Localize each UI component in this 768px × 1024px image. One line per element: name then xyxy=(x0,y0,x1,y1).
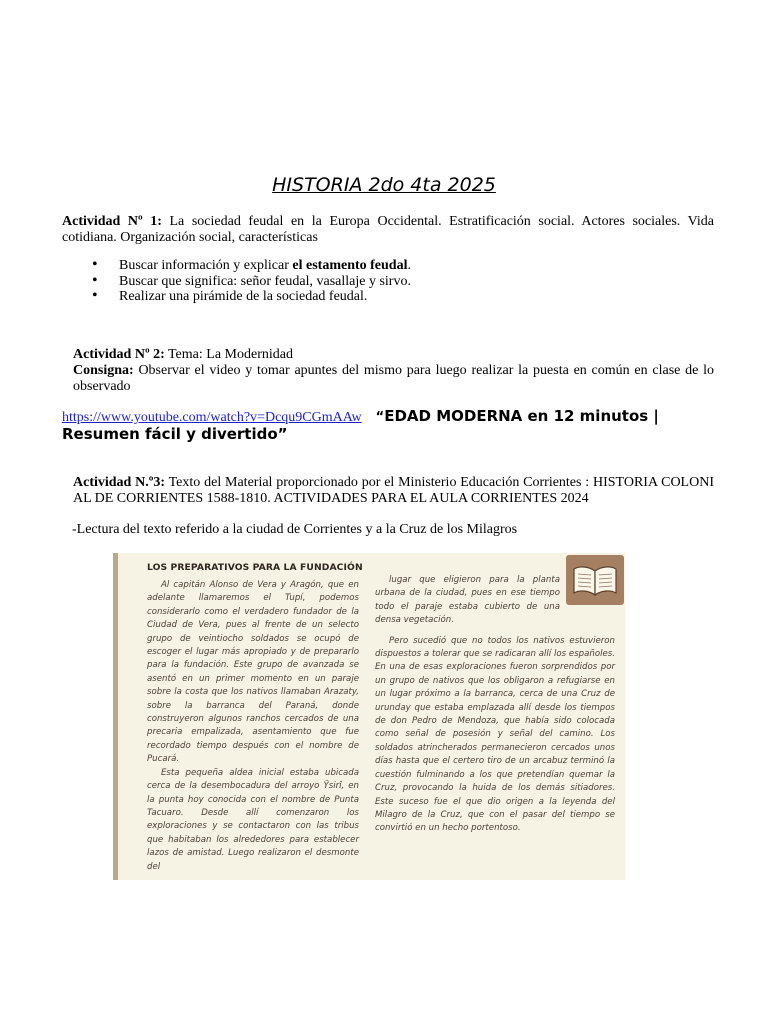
activity-1-task-list xyxy=(92,258,712,305)
video-reference xyxy=(62,408,722,444)
activity-1-paragraph xyxy=(62,214,714,246)
task-text: Buscar que significa: señor feudal, vasallaje y sirvo. xyxy=(119,273,411,289)
excerpt-left-column xyxy=(147,579,359,874)
excerpt-paragraph: lugar que eligieron para la planta urbana de la ciudad, pues en ese tiempo todo el paraje estaba cubierto de una densa vegetación. xyxy=(375,575,560,626)
task-text: Realizar una pirámide de la sociedad feudal. xyxy=(119,289,368,304)
task-text-end: . xyxy=(407,258,411,273)
excerpt-right-column xyxy=(375,574,615,836)
activity-2-topic-line xyxy=(73,347,714,363)
activity-2-topic: Tema: La Modernidad xyxy=(164,347,293,362)
activity-2-label: Actividad Nº 2: xyxy=(73,347,165,362)
activity-3-paragraph xyxy=(73,475,714,507)
textbook-excerpt-image xyxy=(113,553,625,880)
activity-1-text: La sociedad feudal en la Europa Occidental. Estratificación social. Actores sociales. Vida cotidiana. Organización social, características xyxy=(62,214,715,245)
page-title: HISTORIA 2do 4ta 2025 xyxy=(272,174,496,196)
open-book-icon xyxy=(566,555,624,605)
task-item xyxy=(92,289,712,305)
activity-2-block xyxy=(73,347,714,395)
task-item xyxy=(92,274,712,290)
youtube-link[interactable]: https://www.youtube.com/watch?v=Dcqu9CGmAAw xyxy=(62,410,362,425)
reading-instruction: -Lectura del texto referido a la ciudad de Corrientes y a la Cruz de los Milagros xyxy=(72,522,518,537)
excerpt-paragraph: Esta pequeña aldea inicial estaba ubicada cerca de la desembocadura del arroyo Ÿsirî, en la punta hoy conocida con el nombre de Punta Tacuaro. Desde allí comenzaron los exploraciones y se contactaron con las tribus que habitaban los alrededores para establecer lazos de amistad. Luego realizaron el desmonte del xyxy=(147,767,359,872)
activity-2-consigna xyxy=(73,363,714,395)
consigna-text: Observar el video y tomar apuntes del mismo para luego realizar la puesta en común en clase de lo observado xyxy=(73,363,714,394)
excerpt-paragraph: Pero sucedió que no todos los nativos estuvieron dispuestos a tolerar que se radicaran allí los españoles. En una de esas exploraciones fueron sorprendidos por un grupo de nativos que los obligaron a refugiarse en un lugar próximo a la barranca, cerca de una Cruz de urunday que estaba emplazada allí desde los tiempos de don Pedro de Mendoza, que había sido colocada como señal de posesión y señal del camino. Los soldados atrincherados permanecieron cercados unos días hasta que el certero tiro de un arcabuz terminó la cuestión fulminando a los que pretendían quemar la Cruz, provocando la huida de los demás sitiadores. Este suceso fue el que dio origen a la leyenda del Milagro de la Cruz, que con el pasar del tiempo se convirtió en un hecho portentoso. xyxy=(375,635,615,834)
excerpt-paragraph: Al capitán Alonso de Vera y Aragón, que en adelante llamaremos el Tupí, podemos considerarlo como el verdadero fundador de la Ciudad de Vera, pues al frente de un selecto grupo de veintiocho soldados se ocupó de escoger el lugar más apropiado y de prepararlo para la fundación. Este grupo de avanzada se asentó en un primer momento en un paraje sobre la costa que los nativos llamaban Arazaty, sobre la barranca del Paraná, donde construyeron algunos ranchos cercados de una precaria empalizada, asentamiento que fue recordado tiempo después con el nombre de Pucará. xyxy=(147,580,359,765)
task-text: Buscar información y explicar xyxy=(119,258,293,273)
activity-3-text: Texto del Material proporcionado por el Ministerio Educación Corrientes : HISTORIA COLONI AL DE CORRIENTES 1588-1810. ACTIVIDADES PARA EL AULA CORRIENTES 2024 xyxy=(73,475,714,506)
video-title-open-quote: “ xyxy=(375,410,385,425)
task-bold-text: el estamento feudal xyxy=(292,258,408,273)
task-item xyxy=(92,258,712,274)
activity-1-label: Actividad Nº 1: xyxy=(62,214,162,229)
consigna-label: Consigna: xyxy=(73,363,134,378)
activity-3-label: Actividad N.º3: xyxy=(73,475,166,490)
excerpt-heading: LOS PREPARATIVOS PARA LA FUNDACIÓN xyxy=(147,562,363,573)
video-title: EDAD MODERNA en 12 minutos | Resumen fácil y divertido” xyxy=(62,407,659,443)
